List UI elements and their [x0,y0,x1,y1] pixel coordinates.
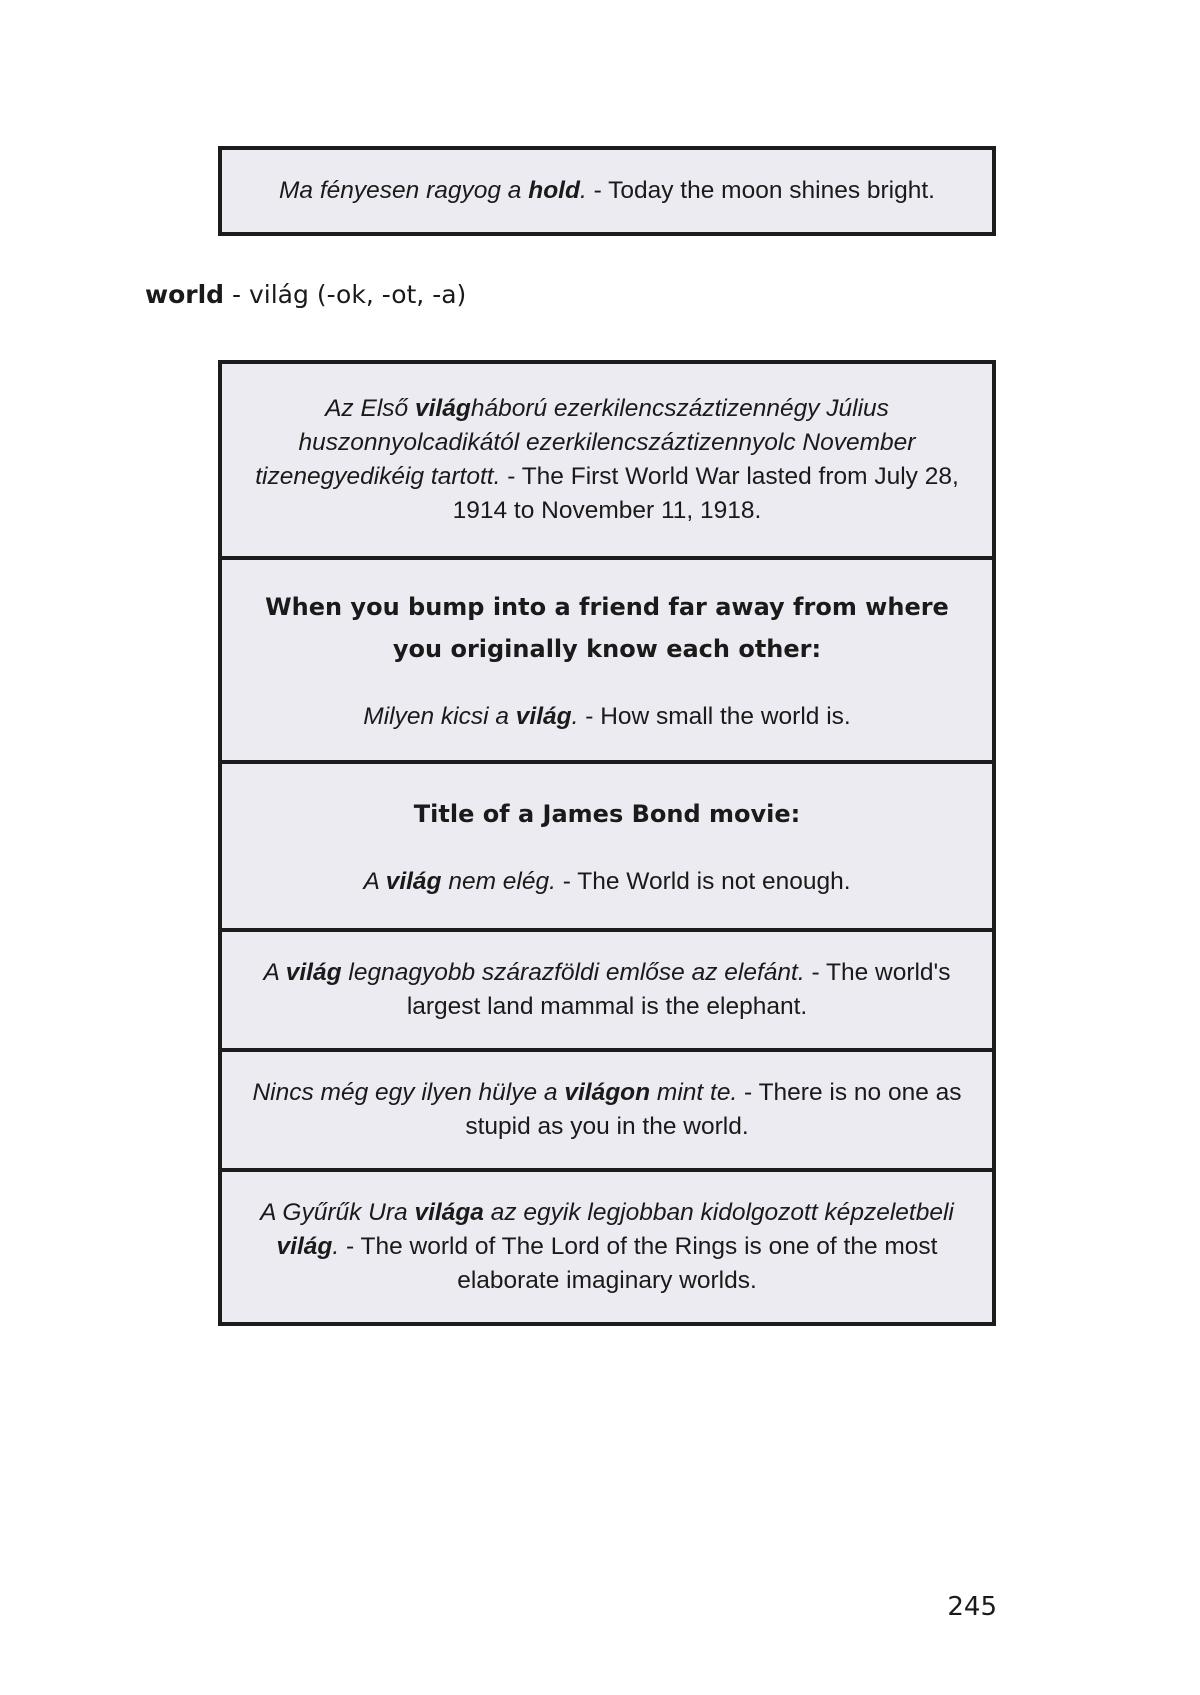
keyword: világ [285,959,342,986]
example-ww1: Az Első világháború ezerkilencszáztizennégy Július huszonnyolcadikától ezerkilencszáztizennyolc November tizenegyedikéig tartott. - The First World War lasted from July 28, 1914 to November 11, 1918. [222,364,992,560]
keyword: világon [564,1079,651,1106]
keyword: világ [276,1233,333,1260]
example-stupid: Nincs még egy ilyen hülye a világon mint te. - There is no one as stupid as you in the world. [222,1052,992,1172]
example-bond: Title of a James Bond movie: A világ nem elég. - The World is not enough. [222,764,992,932]
example-elephant: A világ legnagyobb szárazföldi emlőse az elefánt. - The world's largest land mammal is the elephant. [222,932,992,1052]
entry-translation: - világ (-ok, -ot, -a) [224,280,467,309]
context-header: Title of a James Bond movie: [413,800,801,828]
keyword: világ [414,395,471,422]
example-small-world: When you bump into a friend far away from where you originally know each other: Milyen kicsi a világ. - How small the world is. [222,560,992,764]
keyword: világa [414,1199,484,1226]
vocab-entry [145,280,466,309]
keyword: világ [515,703,572,730]
page-number: 245 [947,1592,997,1622]
moon-example: Ma fényesen ragyog a hold. - Today the moon shines bright. [279,177,935,204]
moon-example-box [218,146,996,236]
keyword: hold [528,177,580,204]
entry-word: world [145,280,225,309]
keyword: világ [385,868,442,895]
example-lotr: A Gyűrűk Ura világa az egyik legjobban kidolgozott képzeletbeli világ. - The world of The Lord of the Rings is one of the most elaborate imaginary worlds. [260,1199,954,1294]
world-examples-box [218,360,996,1326]
context-header: When you bump into a friend far away from where you originally know each other: [265,593,949,663]
